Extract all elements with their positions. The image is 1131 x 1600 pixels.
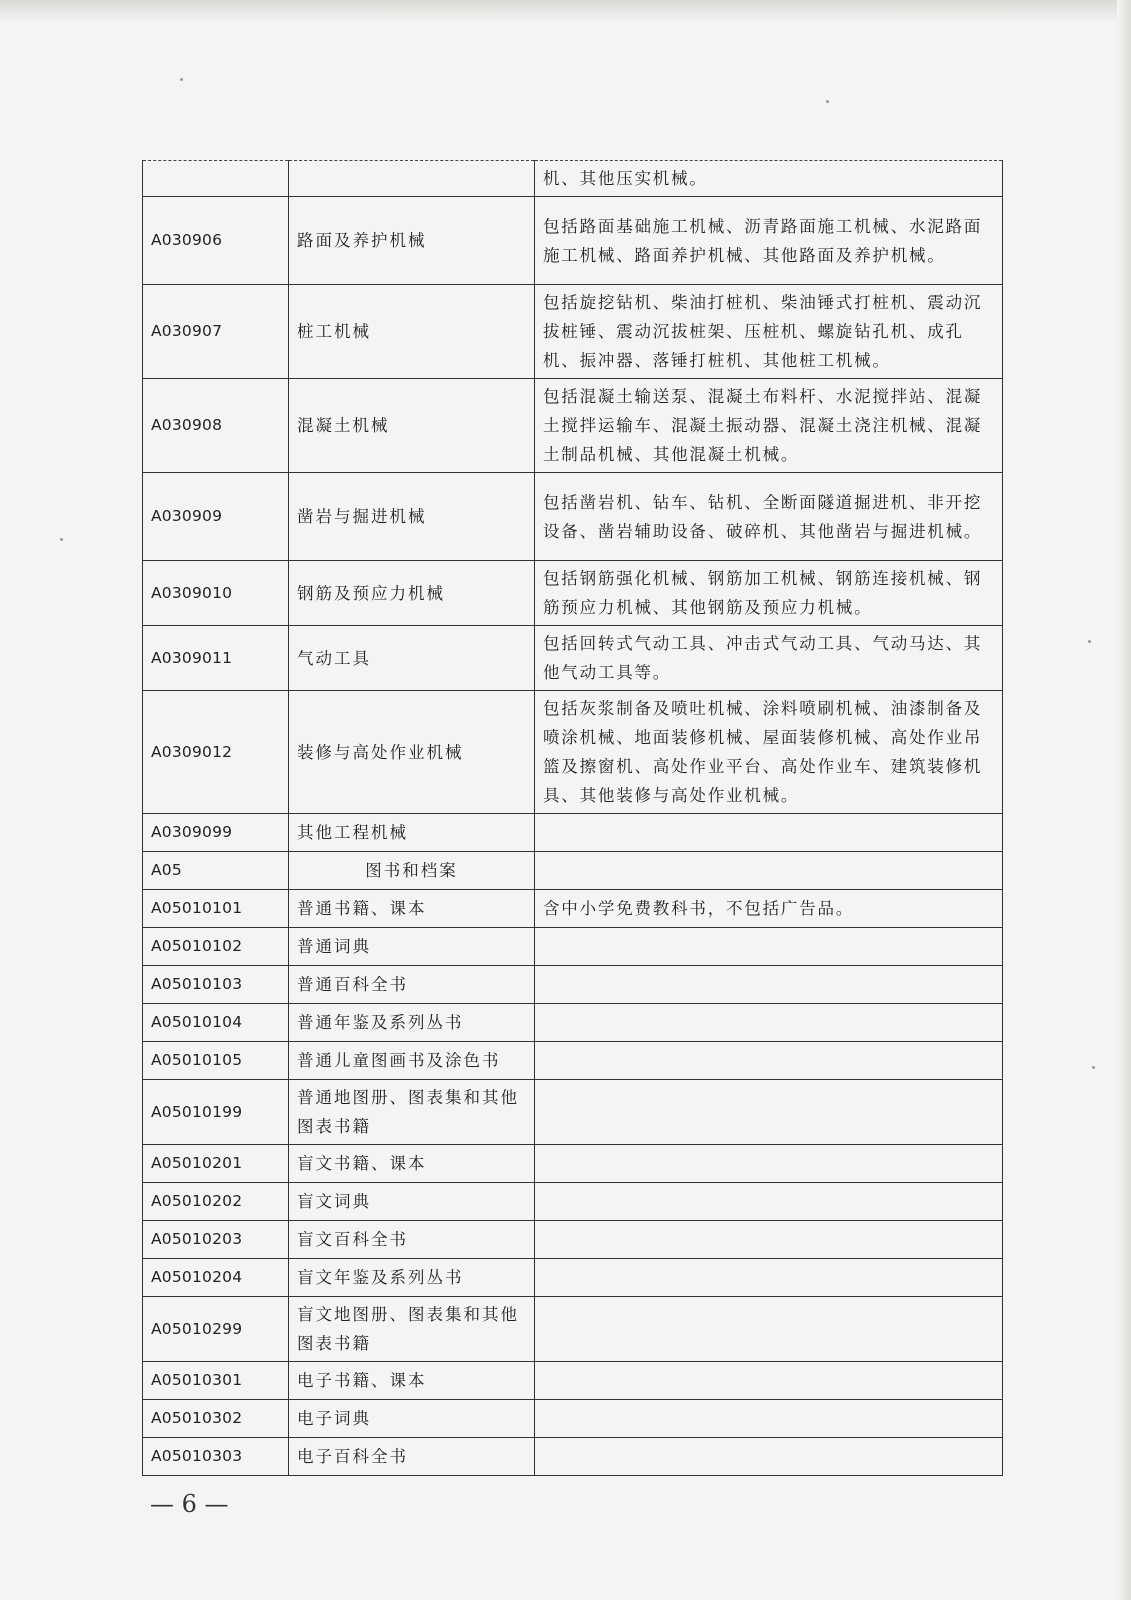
item-description: [535, 1004, 1003, 1042]
item-description: [535, 1221, 1003, 1259]
table-row: [143, 1042, 1003, 1080]
item-description: 包括回转式气动工具、冲击式气动工具、气动马达、其他气动工具等。: [535, 626, 1003, 691]
scan-speck: [1092, 1066, 1095, 1069]
item-code: A05010201: [143, 1145, 289, 1183]
item-code: A05010102: [143, 928, 289, 966]
item-description: [535, 1183, 1003, 1221]
item-code: A05010302: [143, 1400, 289, 1438]
scan-speck: [180, 78, 183, 81]
item-name: [289, 161, 535, 197]
item-name: 普通年鉴及系列丛书: [289, 1004, 535, 1042]
item-name: 电子书籍、课本: [289, 1362, 535, 1400]
item-description: 包括凿岩机、钻车、钻机、全断面隧道掘进机、非开挖设备、凿岩辅助设备、破碎机、其他凿岩与掘进机械。: [535, 473, 1003, 561]
item-name: 凿岩与掘进机械: [289, 473, 535, 561]
item-description: 含中小学免费教科书，不包括广告品。: [535, 890, 1003, 928]
item-code: A0309012: [143, 691, 289, 814]
item-code: A030907: [143, 285, 289, 379]
item-description: 包括旋挖钻机、柴油打桩机、柴油锤式打桩机、震动沉拔桩锤、震动沉拔桩架、压桩机、螺旋钻孔机、成孔机、振冲器、落锤打桩机、其他桩工机械。: [535, 285, 1003, 379]
item-code: A05010104: [143, 1004, 289, 1042]
item-name: 盲文年鉴及系列丛书: [289, 1259, 535, 1297]
item-name: 钢筋及预应力机械: [289, 561, 535, 626]
item-name: 路面及养护机械: [289, 197, 535, 285]
table-row: [143, 928, 1003, 966]
item-description: [535, 1362, 1003, 1400]
item-description: 机、其他压实机械。: [535, 161, 1003, 197]
table-row: [143, 1259, 1003, 1297]
item-description: [535, 1400, 1003, 1438]
item-code: A05010103: [143, 966, 289, 1004]
table-row: [143, 966, 1003, 1004]
item-name: 普通儿童图画书及涂色书: [289, 1042, 535, 1080]
item-description: 包括钢筋强化机械、钢筋加工机械、钢筋连接机械、钢筋预应力机械、其他钢筋及预应力机械。: [535, 561, 1003, 626]
table-row: [143, 1297, 1003, 1362]
scan-speck: [60, 538, 63, 541]
item-name: 其他工程机械: [289, 814, 535, 852]
item-description: [535, 814, 1003, 852]
item-description: [535, 966, 1003, 1004]
item-code: A05010105: [143, 1042, 289, 1080]
catalog-table-body: [143, 161, 1003, 1476]
scan-speck: [1088, 640, 1091, 643]
item-name: 电子词典: [289, 1400, 535, 1438]
item-code: A05010301: [143, 1362, 289, 1400]
item-name: 气动工具: [289, 626, 535, 691]
table-row: [143, 1080, 1003, 1145]
item-description: [535, 1145, 1003, 1183]
scan-speck: [826, 100, 829, 103]
item-code: A05010303: [143, 1438, 289, 1476]
item-code: A05010299: [143, 1297, 289, 1362]
table-row: [143, 285, 1003, 379]
item-code: A05010204: [143, 1259, 289, 1297]
item-code: A0309011: [143, 626, 289, 691]
item-description: [535, 1438, 1003, 1476]
item-name: 桩工机械: [289, 285, 535, 379]
scan-edge-top: [0, 0, 1131, 22]
scan-edge-right: [1117, 0, 1131, 1600]
item-code: A0309099: [143, 814, 289, 852]
item-description: [535, 1042, 1003, 1080]
table-row: [143, 561, 1003, 626]
table-row: [143, 890, 1003, 928]
table-row: [143, 691, 1003, 814]
item-name: 普通地图册、图表集和其他图表书籍: [289, 1080, 535, 1145]
table-row: [143, 1221, 1003, 1259]
item-description: 包括灰浆制备及喷吐机械、涂料喷刷机械、油漆制备及喷涂机械、地面装修机械、屋面装修机械、高处作业吊篮及擦窗机、高处作业平台、高处作业车、建筑装修机具、其他装修与高处作业机械。: [535, 691, 1003, 814]
item-name: 混凝土机械: [289, 379, 535, 473]
item-name: 普通词典: [289, 928, 535, 966]
table-row: [143, 1145, 1003, 1183]
item-description: [535, 852, 1003, 890]
table-row: [143, 1362, 1003, 1400]
table-row: [143, 197, 1003, 285]
item-name: 盲文词典: [289, 1183, 535, 1221]
table-row: [143, 379, 1003, 473]
item-name: 盲文百科全书: [289, 1221, 535, 1259]
item-description: [535, 928, 1003, 966]
item-description: 包括路面基础施工机械、沥青路面施工机械、水泥路面施工机械、路面养护机械、其他路面及养护机械。: [535, 197, 1003, 285]
table-row: [143, 626, 1003, 691]
item-name: 装修与高处作业机械: [289, 691, 535, 814]
table-row: [143, 161, 1003, 197]
table-row: [143, 1183, 1003, 1221]
item-code: A0309010: [143, 561, 289, 626]
item-code: A05010199: [143, 1080, 289, 1145]
item-code: [143, 161, 289, 197]
table-row: [143, 1400, 1003, 1438]
item-code: A030906: [143, 197, 289, 285]
item-code: A05010202: [143, 1183, 289, 1221]
item-name: 盲文书籍、课本: [289, 1145, 535, 1183]
item-name: 普通百科全书: [289, 966, 535, 1004]
item-description: [535, 1259, 1003, 1297]
item-code: A030908: [143, 379, 289, 473]
item-code: A05: [143, 852, 289, 890]
table-row: [143, 1004, 1003, 1042]
item-name: 普通书籍、课本: [289, 890, 535, 928]
item-description: [535, 1080, 1003, 1145]
page-number: — 6 —: [150, 1490, 229, 1518]
item-name: 图书和档案: [289, 852, 535, 890]
item-code: A05010101: [143, 890, 289, 928]
item-code: A05010203: [143, 1221, 289, 1259]
catalog-table: [142, 160, 1003, 1476]
table-row: [143, 814, 1003, 852]
item-description: 包括混凝土输送泵、混凝土布料杆、水泥搅拌站、混凝土搅拌运输车、混凝土振动器、混凝土浇注机械、混凝土制品机械、其他混凝土机械。: [535, 379, 1003, 473]
table-row: [143, 1438, 1003, 1476]
table-row: [143, 473, 1003, 561]
item-name: 盲文地图册、图表集和其他图表书籍: [289, 1297, 535, 1362]
item-description: [535, 1297, 1003, 1362]
table-row: [143, 852, 1003, 890]
item-code: A030909: [143, 473, 289, 561]
item-name: 电子百科全书: [289, 1438, 535, 1476]
